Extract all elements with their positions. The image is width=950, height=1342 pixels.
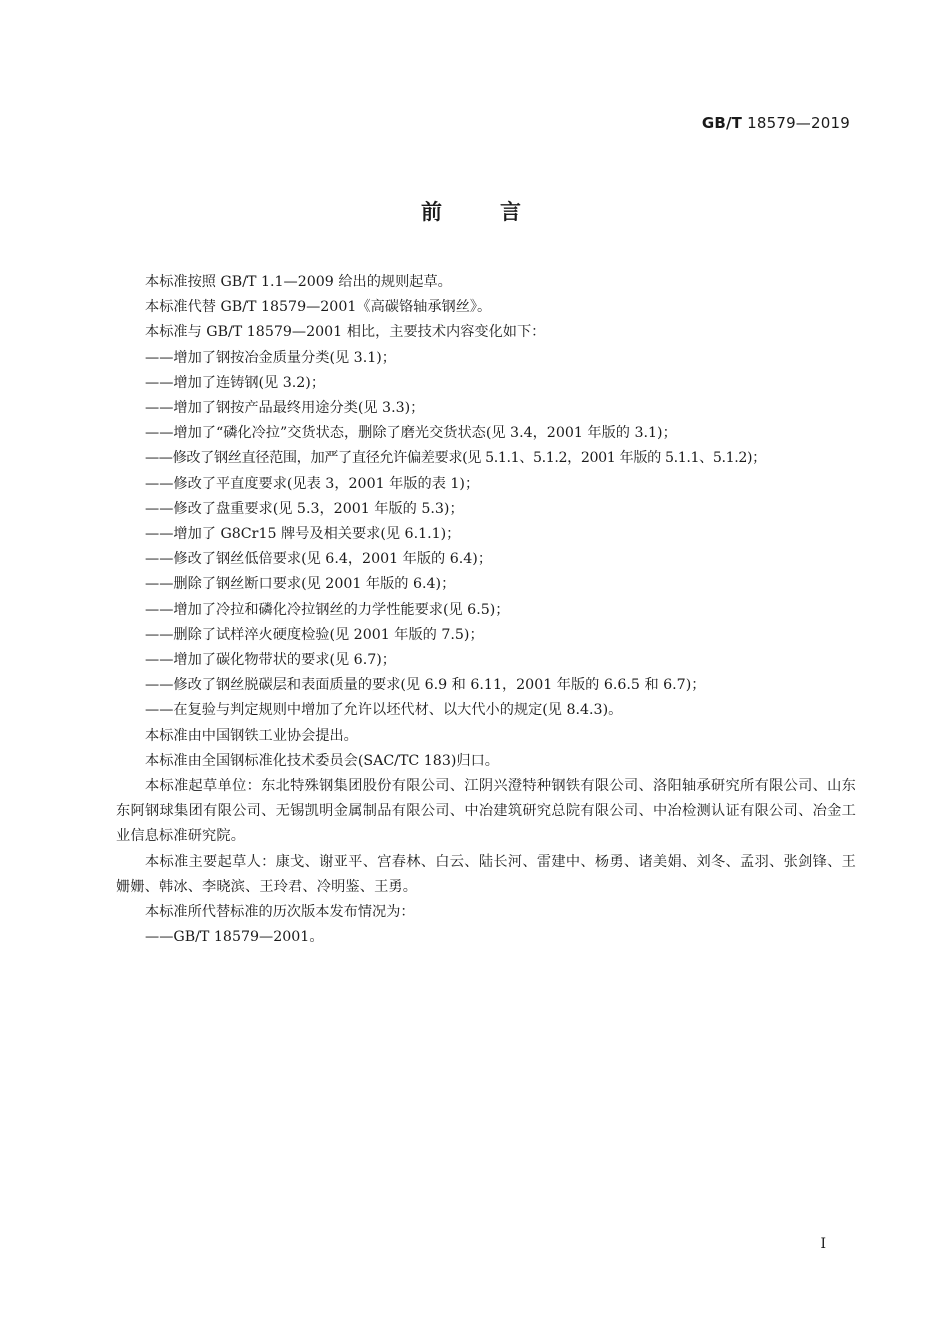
change-item: ——增加了连铸钢(见 3.2)； — [145, 374, 326, 391]
paragraph-drafting-rules: 本标准按照 GB/T 1.1—2009 给出的规则起草。 — [145, 274, 452, 290]
change-item: ——增加了“磷化冷拉”交货状态，删除了磨光交货状态(见 3.4，2001 年版的 3.1)； — [145, 425, 677, 442]
standard-number — [702, 114, 850, 132]
change-item: ——修改了盘重要求(见 5.3，2001 年版的 5.3)； — [145, 500, 464, 517]
change-item: ——修改了钢丝低倍要求(见 6.4，2001 年版的 6.4)； — [145, 551, 493, 568]
change-item: ——修改了钢丝直径范围，加严了直径允许偏差要求(见 5.1.1、5.1.2，2001 年版的 5.1.1、5.1.2)； — [145, 450, 766, 467]
foreword-body — [116, 270, 856, 950]
page-number: I — [820, 1236, 826, 1252]
change-item: ——在复验与判定规则中增加了允许以坯代材、以大代小的规定(见 8.4.3)。 — [145, 702, 623, 719]
history-item: ——GB/T 18579—2001。 — [145, 929, 324, 946]
paragraph-administered-by: 本标准由全国钢标准化技术委员会(SAC/TC 183)归口。 — [145, 752, 499, 769]
change-item: ——增加了碳化物带状的要求(见 6.7)； — [145, 652, 396, 669]
paragraph-drafting-units: 本标准起草单位：东北特殊钢集团股份有限公司、江阴兴澄特种钢铁有限公司、洛阳轴承研究所有限公司、山东东阿钢球集团有限公司、无锡凯明金属制品有限公司、中冶建筑研究总院有限公司、中冶检测认证有限公司、冶金工业信息标准研究院。 — [116, 778, 856, 845]
page-title: 前言 — [421, 200, 579, 224]
paragraph-drafters: 本标准主要起草人：康戈、谢亚平、宫春林、白云、陆长河、雷建中、杨勇、诸美娟、刘冬、孟羽、张剑锋、王姗姗、韩冰、李晓滨、王玲君、冷明鉴、王勇。 — [116, 853, 856, 895]
standard-code: 18579—2019 — [747, 114, 850, 132]
change-item: ——删除了试样淬火硬度检验(见 2001 年版的 7.5)； — [145, 626, 484, 643]
paragraph-replaces: 本标准代替 GB/T 18579—2001《高碳铬轴承钢丝》。 — [145, 299, 492, 316]
change-item: ——修改了平直度要求(见表 3，2001 年版的表 1)； — [145, 475, 480, 492]
paragraph-changes-intro: 本标准与 GB/T 18579—2001 相比，主要技术内容变化如下： — [145, 324, 546, 341]
change-item: ——增加了 G8Cr15 牌号及相关要求(见 6.1.1)； — [145, 526, 461, 543]
change-item: ——删除了钢丝断口要求(见 2001 年版的 6.4)； — [145, 576, 456, 593]
change-item: ——增加了冷拉和磷化冷拉钢丝的力学性能要求(见 6.5)； — [145, 601, 510, 618]
change-item: ——修改了钢丝脱碳层和表面质量的要求(见 6.9 和 6.11，2001 年版的 6.6.5 和 6.7)； — [145, 677, 706, 694]
change-item: ——增加了钢按产品最终用途分类(见 3.3)； — [145, 400, 425, 417]
paragraph-proposed-by: 本标准由中国钢铁工业协会提出。 — [145, 727, 358, 744]
standard-prefix: GB/T — [701, 114, 743, 132]
change-item: ——增加了钢按冶金质量分类(见 3.1)； — [145, 349, 396, 366]
paragraph-history-intro: 本标准所代替标准的历次版本发布情况为： — [145, 904, 415, 921]
